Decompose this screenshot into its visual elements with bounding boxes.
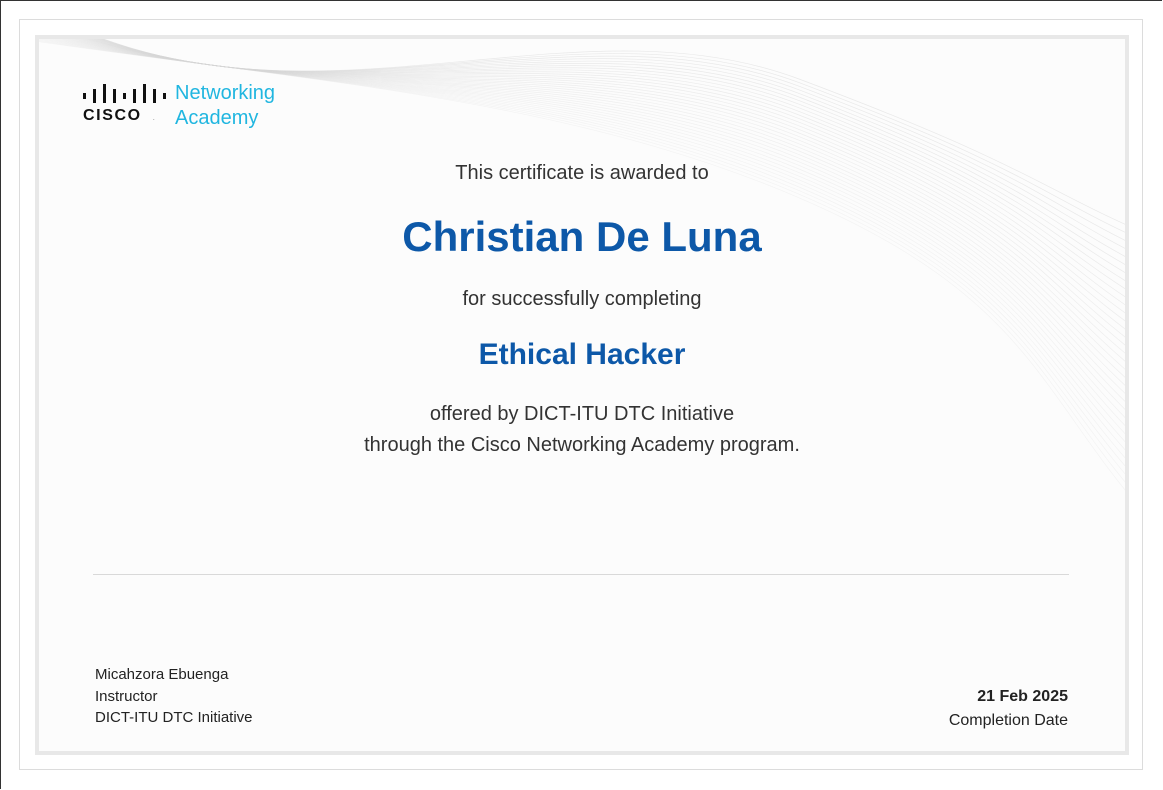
recipient-name: Christian De Luna <box>402 213 762 260</box>
program-name-line2: Academy <box>175 107 259 129</box>
signature-divider <box>93 574 1069 575</box>
instructor-block <box>95 664 253 729</box>
program-name <box>175 81 275 131</box>
completion-date: 21 Feb 2025 <box>977 688 1068 705</box>
offered-by-block <box>39 399 1125 461</box>
registered-mark: . <box>153 116 155 122</box>
program-text: through the Cisco Networking Academy program. <box>364 434 800 456</box>
completion-date-label: Completion Date <box>948 711 1068 729</box>
offered-by-text: offered by DICT-ITU DTC Initiative <box>429 403 735 425</box>
instructor-role: Instructor <box>95 687 158 705</box>
cisco-bars-icon <box>80 81 170 105</box>
decorative-wave-pattern <box>39 39 1125 751</box>
cisco-wordmark: CISCO <box>83 107 142 124</box>
program-name-line1: Networking <box>175 82 276 104</box>
course-name: Ethical Hacker <box>478 338 686 371</box>
awarded-text: This certificate is awarded to <box>455 162 709 184</box>
certificate <box>35 35 1129 755</box>
instructor-name: Micahzora Ebuenga <box>95 666 229 683</box>
completing-text: for successfully completing <box>462 288 702 310</box>
instructor-organization: DICT-ITU DTC Initiative <box>95 709 253 726</box>
cisco-networking-academy-logo <box>80 81 300 131</box>
completion-block <box>949 685 1068 732</box>
wave-line <box>39 39 1125 239</box>
